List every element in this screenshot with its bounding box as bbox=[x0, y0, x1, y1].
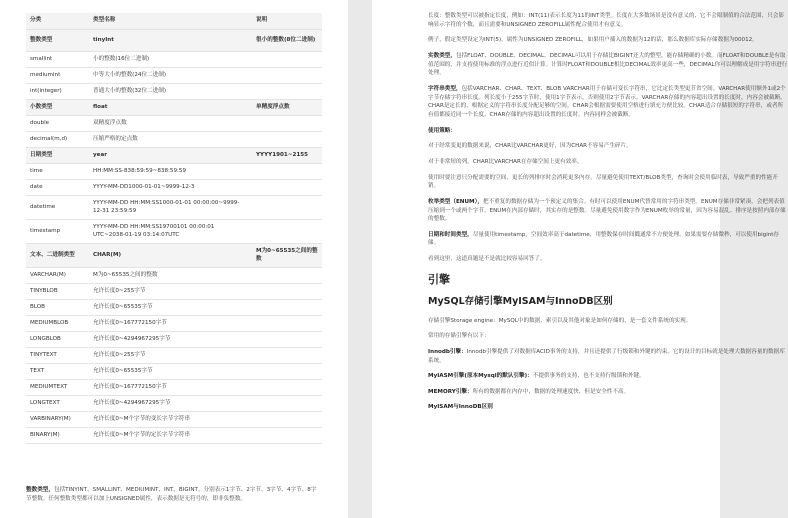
paragraph-text: 常用的存储引擎有以下： bbox=[428, 333, 490, 340]
row-description-cell bbox=[252, 380, 322, 396]
row-type-cell: YYYY-MM-DD HH:MM:SS19700101 00:00:01 UTC~2038-01-19 03:14:07UTC bbox=[89, 220, 252, 244]
row-category-cell: LONGTEXT bbox=[26, 396, 89, 412]
row-description-cell bbox=[252, 268, 322, 284]
paragraph-text: 不提供事务的支持，也不支持行级锁和外键。 bbox=[532, 373, 645, 380]
row-description-cell bbox=[252, 284, 322, 300]
paragraph-text: 包括VARCHAR、CHAR、TEXT、BLOB VARCHAR用于存储可变长字符串，它比定长类型更节省空间。VARCHAR使用额外1或2个字节存储字符串长度。列长度小于255字节时，使用1字节表示，否则使用2字节表示。VARCHAR存储的内容超出设置的长度时，内容会被截断。CHAR是定长的，根据定义的字符串长度分配足够的空间。CHAR会根据需要使用空格进行填充方便比较。CHAR适合存储很短的字符串，或者所有值都接近同一个长度。CHAR存储的内容超出设置的长度时，内容同样会被截断。 bbox=[428, 85, 786, 118]
table-row bbox=[26, 412, 322, 428]
row-description-cell bbox=[252, 316, 322, 332]
row-category-cell: LONGBLOB bbox=[26, 332, 89, 348]
row-category-cell: TINYBLOB bbox=[26, 284, 89, 300]
table-row bbox=[26, 396, 322, 412]
row-type-cell: 允许长度0~M个字节的变长字节字符串 bbox=[89, 412, 252, 428]
row-description-cell bbox=[252, 348, 322, 364]
paragraph-text: 对于非常短的列，CHAR比VARCHAR在存储空间上更有效率。 bbox=[428, 158, 583, 165]
paragraph bbox=[428, 174, 788, 191]
row-type-cell: 允许长度0~255字节 bbox=[89, 348, 252, 364]
table-row bbox=[26, 364, 322, 380]
table-header-row bbox=[26, 13, 322, 30]
row-type-cell: YYYY-MM-DD1000-01-01~9999-12-3 bbox=[89, 180, 252, 196]
row-category-cell: TINYTEXT bbox=[26, 348, 89, 364]
row-type-cell: 允许长度0~255字节 bbox=[89, 284, 252, 300]
row-category-cell: timestamp bbox=[26, 220, 89, 244]
row-description-cell bbox=[252, 220, 322, 244]
row-category-cell: smallint bbox=[26, 52, 89, 68]
row-description-cell bbox=[252, 396, 322, 412]
row-category-cell: VARBINARY(M) bbox=[26, 412, 89, 428]
paragraph bbox=[428, 36, 788, 45]
row-type-cell: M为0~65535之间的整数 bbox=[89, 268, 252, 284]
paragraph-text: Innodb引擎提供了对数据库ACID事务的支持，并且还提供了行级锁和外键的约束。它的设计的目标就是处理大数据容量的数据库系统。 bbox=[428, 348, 785, 364]
row-category-cell: date bbox=[26, 180, 89, 196]
table-row bbox=[26, 52, 322, 68]
paragraph bbox=[428, 127, 788, 136]
row-type-cell: 小的整数(16位二进制) bbox=[89, 52, 252, 68]
paragraph-text: 存储引擎Storage engine：MySQL中的数据、索引以及其他对象是如何存储的，是一套文件系统的实现。 bbox=[428, 317, 692, 324]
row-description-cell bbox=[252, 52, 322, 68]
paragraph bbox=[428, 372, 788, 381]
subsection-heading: MySQL存储引擎MyISAM与InnoDB区别 bbox=[428, 295, 613, 307]
table-row bbox=[26, 148, 322, 164]
data-type-table bbox=[26, 13, 322, 444]
paragraph-bold-lead: 使用策略： bbox=[428, 127, 456, 134]
paragraph-text: 尽量使用timestamp，空间效率高于datetime，用整数保存时间戳通常不方便处理。如果需要存储微秒，可以使用bigint存储。 bbox=[428, 231, 780, 247]
row-category-cell: decimal(m,d) bbox=[26, 132, 89, 148]
row-type-cell: HH:MM:SS-838:59:59~838:59:59 bbox=[89, 164, 252, 180]
row-type-cell: tinyInt bbox=[89, 30, 252, 52]
right-document-page bbox=[372, 0, 788, 518]
paragraph-text: 包括FLOAT、DOUBLE、DECIMAL。DECIMAL可以用于存储比BIGINT还大的整型，能存储精确的小数。而FLOAT和DOUBLE是有取值范围的，并支持使用标准的浮点进行近似计算。计算时FLOAT和DOUBLE相比DECIMAL效率更高一些，DECIMAL你可以理解成是用字符串进行处理。 bbox=[428, 52, 788, 77]
row-description-cell: YYYY1901~2155 bbox=[252, 148, 322, 164]
paragraph-text: 使用时要注意只分配需要的空间，更长的列排序时会消耗更多内存。尽量避免使用TEXT/BLOB类型，查询时会使用临时表，导致严重的性能开销。 bbox=[428, 174, 778, 190]
paragraph-text: 把不重复的数据存储为一个预定义的集合。有时可以使用ENUM代替常用的字符串类型。ENUM存储非常紧凑，会把列表值压缩到一个或两个字节。ENUM在内部存储时，其实存的是整数。尽量避免使用数字作为ENUM枚举的常量，因为容易混乱。排序是按照内部存储的整数。 bbox=[428, 198, 786, 223]
row-category-cell: 小数类型 bbox=[26, 100, 89, 116]
row-type-cell: 允许长度0~M个字节的定长字节字符串 bbox=[89, 428, 252, 444]
paragraph bbox=[428, 52, 788, 78]
left-document-page bbox=[0, 0, 348, 518]
row-type-cell: CHAR(M) bbox=[89, 244, 252, 268]
table-row bbox=[26, 164, 322, 180]
header-type-name: 类型名称 bbox=[89, 13, 252, 30]
row-description-cell bbox=[252, 428, 322, 444]
row-description-cell: 单精度浮点数 bbox=[252, 100, 322, 116]
row-type-cell: 允许长度0~167772150字节 bbox=[89, 380, 252, 396]
row-description-cell bbox=[252, 84, 322, 100]
right-page-content bbox=[372, 12, 788, 419]
table-row bbox=[26, 268, 322, 284]
row-type-cell: 普通大小的整数(32位二进制) bbox=[89, 84, 252, 100]
row-category-cell: 整数类型 bbox=[26, 30, 89, 52]
paragraph bbox=[428, 158, 788, 167]
note-bold-lead: 整数类型， bbox=[26, 487, 54, 493]
paragraph bbox=[428, 317, 788, 326]
row-description-cell bbox=[252, 364, 322, 380]
paragraph bbox=[428, 142, 788, 151]
row-category-cell: datetime bbox=[26, 196, 89, 220]
row-type-cell: 压缩严格的定点数 bbox=[89, 132, 252, 148]
row-description-cell bbox=[252, 180, 322, 196]
paragraph bbox=[428, 198, 788, 224]
row-description-cell: 很小的整数(8位二进制) bbox=[252, 30, 322, 52]
paragraph bbox=[428, 231, 788, 248]
row-category-cell: 日期类型 bbox=[26, 148, 89, 164]
row-description-cell: M为0~65535之间的整数 bbox=[252, 244, 322, 268]
table-body bbox=[26, 30, 322, 444]
paragraph bbox=[428, 348, 788, 365]
row-type-cell: year bbox=[89, 148, 252, 164]
table-row bbox=[26, 68, 322, 84]
paragraph-bold-lead: MyISAM与InnoDB区别 bbox=[428, 404, 493, 411]
paragraph-bold-lead: Innodb引擎： bbox=[428, 348, 467, 355]
row-description-cell bbox=[252, 412, 322, 428]
paragraph-text: 长度：整数类型可以被指定长度，例如：INT(11)表示长度为11的INT类型。长度在大多数场景是没有意义的，它不会限制值的合法范围，只会影响显示字符的个数，而且需要和UNSIGNED ZEROFILL属性配合使用才有意义。 bbox=[428, 13, 784, 28]
row-category-cell: double bbox=[26, 116, 89, 132]
table-row bbox=[26, 180, 322, 196]
paragraph bbox=[428, 12, 788, 29]
table-row bbox=[26, 132, 322, 148]
table-row bbox=[26, 196, 322, 220]
paragraph-bold-lead: 实数类型， bbox=[428, 52, 456, 59]
paragraph-text: 例子，假定类型设定为INT(5)，属性为UNSIGNED ZEROFILL，如果用户插入的数据为12的话，那么数据库实际存储数据为00012。 bbox=[428, 37, 758, 44]
row-description-cell bbox=[252, 196, 322, 220]
row-type-cell: 双精度浮点数 bbox=[89, 116, 252, 132]
row-description-cell bbox=[252, 164, 322, 180]
row-type-cell: float bbox=[89, 100, 252, 116]
row-description-cell bbox=[252, 332, 322, 348]
row-category-cell: 文本、二进制类型 bbox=[26, 244, 89, 268]
table-row bbox=[26, 428, 322, 444]
table-row bbox=[26, 244, 322, 268]
row-description-cell bbox=[252, 132, 322, 148]
note-text: 包括TINYINT、SMALLINT、MEDIUMINT、INT、BIGINT，分别表示1字节、2字节、3字节、4字节、8字节整数。任何整数类型都可以加上UNSIGNED属性，表示数据是无符号的，即非负整数。 bbox=[26, 487, 317, 502]
paragraph-bold-lead: 日期和时间类型， bbox=[428, 231, 473, 238]
row-type-cell: 中等大小的整数(24位二进制) bbox=[89, 68, 252, 84]
table-row bbox=[26, 220, 322, 244]
row-category-cell: VARCHAR(M) bbox=[26, 268, 89, 284]
paragraph-text: 对于经常变更的数据来说，CHAR比VARCHAR更好，因为CHAR不容易产生碎片。 bbox=[428, 143, 632, 150]
header-description: 说明 bbox=[252, 13, 322, 30]
row-description-cell bbox=[252, 300, 322, 316]
row-category-cell: TEXT bbox=[26, 364, 89, 380]
row-type-cell: 允许长度0~167772150字节 bbox=[89, 316, 252, 332]
paragraph-bold-lead: MyIASM引擎(原本Mysql的默认引擎)： bbox=[428, 373, 533, 380]
table-row bbox=[26, 380, 322, 396]
row-category-cell: time bbox=[26, 164, 89, 180]
paragraph-bold-lead: 字符串类型， bbox=[428, 85, 462, 92]
row-description-cell bbox=[252, 68, 322, 84]
paragraph-text: 所有的数据都在内存中，数据的处理速度快，但是安全性不高。 bbox=[472, 388, 630, 395]
table-row bbox=[26, 300, 322, 316]
table-row bbox=[26, 84, 322, 100]
row-description-cell bbox=[252, 116, 322, 132]
row-type-cell: YYYY-MM-DD HH:MM:SS1000-01-01 00:00:00~9999-12-31 23:59:59 bbox=[89, 196, 252, 220]
paragraph-text: 看到这里，这道真题是不是就比较容易回答了。 bbox=[428, 256, 546, 263]
header-category: 分类 bbox=[26, 13, 89, 30]
row-type-cell: 允许长度0~65535字节 bbox=[89, 300, 252, 316]
row-category-cell: int(integer) bbox=[26, 84, 89, 100]
row-type-cell: 允许长度0~65535字节 bbox=[89, 364, 252, 380]
table-row bbox=[26, 284, 322, 300]
row-type-cell: 允许长度0~4294967295字节 bbox=[89, 396, 252, 412]
paragraph-bold-lead: 枚举类型（ENUM）， bbox=[428, 198, 483, 205]
row-category-cell: BLOB bbox=[26, 300, 89, 316]
paragraph bbox=[428, 403, 788, 412]
row-type-cell: 允许长度0~4294967295字节 bbox=[89, 332, 252, 348]
paragraph-bold-lead: MEMORY引擎： bbox=[428, 388, 473, 395]
table-row bbox=[26, 316, 322, 332]
integer-type-note bbox=[26, 486, 322, 503]
paragraph bbox=[428, 332, 788, 341]
row-category-cell: mediumint bbox=[26, 68, 89, 84]
table-row bbox=[26, 116, 322, 132]
section-heading: 引擎 bbox=[428, 272, 450, 286]
table-row bbox=[26, 100, 322, 116]
table-row bbox=[26, 348, 322, 364]
table-row bbox=[26, 332, 322, 348]
row-category-cell: BINARY(M) bbox=[26, 428, 89, 444]
row-category-cell: MEDIUMTEXT bbox=[26, 380, 89, 396]
paragraph bbox=[428, 388, 788, 397]
paragraph bbox=[428, 255, 788, 264]
paragraph bbox=[428, 85, 788, 120]
table-row bbox=[26, 30, 322, 52]
row-category-cell: MEDIUMBLOB bbox=[26, 316, 89, 332]
